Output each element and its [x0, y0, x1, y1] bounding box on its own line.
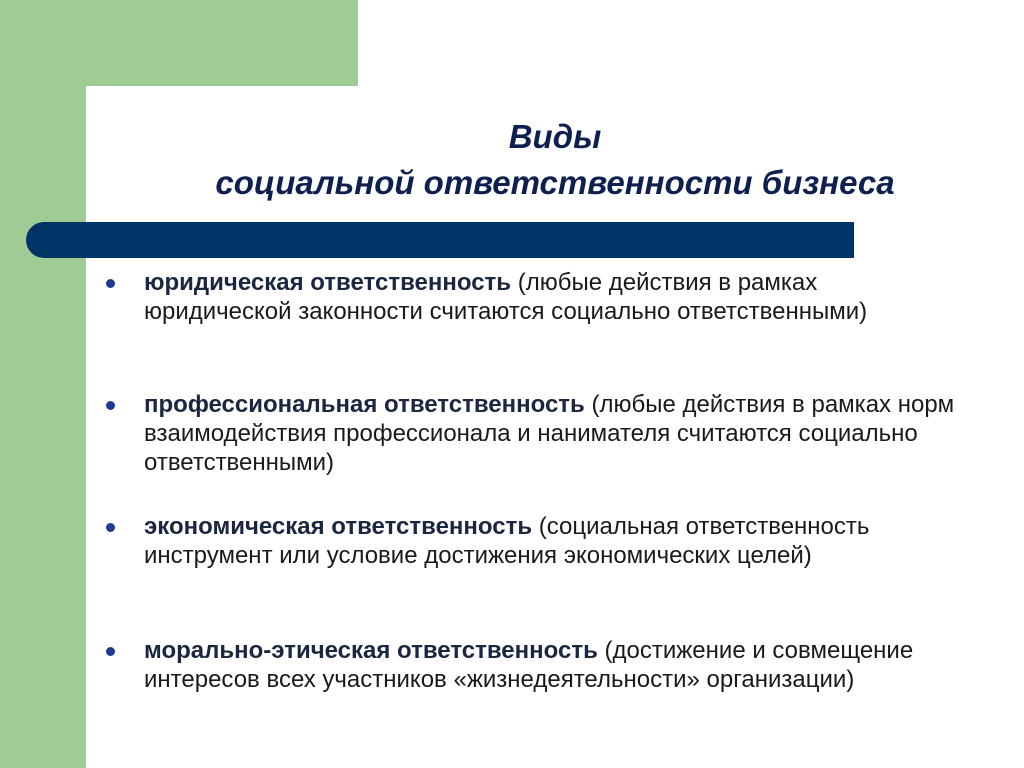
item-term: экономическая ответственность	[144, 513, 533, 540]
item-term: профессиональная ответственность	[144, 391, 585, 418]
item-term: морально-этическая ответственность	[144, 637, 598, 664]
bullet-icon	[106, 401, 115, 410]
slide-title-line-2: социальной ответственности бизнеса	[215, 164, 895, 201]
bullet-icon	[106, 647, 115, 656]
list-item	[144, 636, 964, 694]
item-description: (социальная ответственность инструмент или условие достижения экономических целей)	[144, 513, 870, 569]
bullet-icon	[106, 523, 115, 532]
list-item	[144, 268, 964, 326]
bullet-icon	[106, 279, 115, 288]
item-term: юридическая ответственность	[144, 269, 512, 296]
item-description: (достижение и совмещение интересов всех участников «жизнедеятельности» организации)	[144, 637, 914, 693]
item-description: (любые действия в рамках норм взаимодействия профессионала и нанимателя считаются социально ответственными)	[144, 391, 955, 476]
list-item	[144, 512, 964, 570]
slide-title-line-1: Виды	[508, 118, 602, 155]
item-description: (любые действия в рамках юридической законности считаются социально ответственными)	[144, 269, 868, 325]
list-item	[144, 390, 964, 477]
